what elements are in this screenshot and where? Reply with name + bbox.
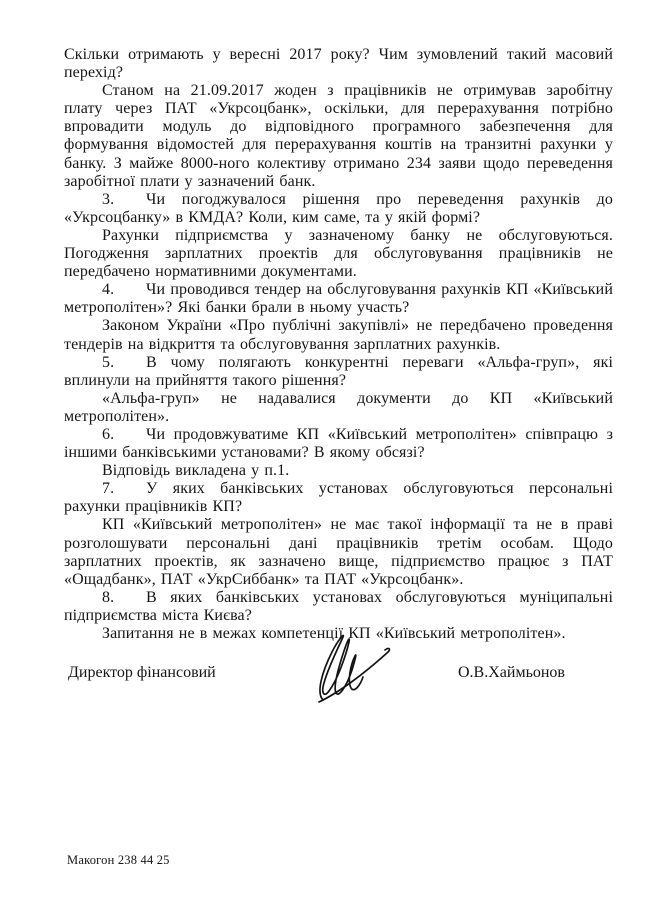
paragraph-number: 7.: [102, 480, 115, 498]
paragraph: Відповідь викладена у п.1.: [102, 462, 290, 480]
numbered-paragraph: 6. Чи продовжуватиме КП «Київський метрополітен» співпрацю з іншими банківськими установами? В якому обсязі?: [64, 425, 613, 462]
numbered-paragraph: 3. Чи погоджувалося рішення про переведення рахунків до «Укрсоцбанку» в КМДА? Коли, ким саме, та у якій формі?: [64, 190, 613, 226]
handwritten-signature-icon: [302, 630, 394, 708]
paragraph-number: 4.: [102, 281, 115, 299]
document-body: [64, 46, 613, 643]
paragraph: Станом на 21.09.2017 жоден з працівників не отримував заробітну плату через ПАТ «Укрсоцбанк», оскільки, для перерахування потрібно впровадити модуль до відповідного програмного забезпечення для формування відомостей для перерахування коштів на транзитні рахунки у банку. З майже 8000-ного колективу отримано 234 заяви щодо переведення заробітної плати у зазначений банк.: [64, 82, 613, 190]
paragraph: Скільки отримають у вересні 2017 року? Чим зумовлений такий масовий перехід?: [64, 46, 613, 82]
paragraph-number: 3.: [102, 190, 115, 208]
paragraph: КП «Київський метрополітен» не має такої інформації та не в праві розголошувати персональні дані працівників третім особам. Щодо зарплатних проектів, як зазначено вище, підприємство працює з ПАТ «Ощадбанк», ПАТ «УкрСиббанк» та ПАТ «Укрсоцбанк».: [64, 516, 613, 588]
paragraph: Запитання не в межах компетенції КП «Київський метрополітен».: [102, 625, 566, 642]
paragraph: «Альфа-груп» не надавалися документи до КП «Київський метрополітен».: [64, 389, 613, 425]
paragraph: Законом України «Про публічні закупівлі» не передбачено проведення тендерів на відкриття та обслуговування зарплатних рахунків.: [64, 317, 613, 353]
numbered-paragraph: 5. В чому полягають конкурентні переваги «Альфа-груп», які вплинули на прийняття такого рішення?: [64, 353, 613, 389]
executor-contact: Макогон 238 44 25: [67, 853, 170, 867]
numbered-paragraph: 7. У яких банківських установах обслуговуються персональні рахунки працівників КП?: [64, 480, 613, 516]
numbered-paragraph: 8. В яких банківських установах обслуговуються муніципальні підприємства міста Києва?: [64, 588, 613, 624]
signature-block: [64, 630, 613, 720]
paragraph-number: 8.: [102, 588, 115, 606]
numbered-paragraph: 4. Чи проводився тендер на обслуговування рахунків КП «Київський метрополітен»? Які банки брали в ньому участь?: [64, 281, 613, 317]
signer-name: О.В.Хаймьонов: [458, 664, 565, 681]
paragraph-number: 6.: [102, 425, 115, 443]
paragraph: Рахунки підприємства у зазначеному банку не обслуговуються. Погодження зарплатних проектів для обслуговування працівників не передбачено нормативними документами.: [64, 226, 613, 281]
signer-title: Директор фінансовий: [68, 664, 216, 681]
paragraph-number: 5.: [102, 353, 115, 371]
